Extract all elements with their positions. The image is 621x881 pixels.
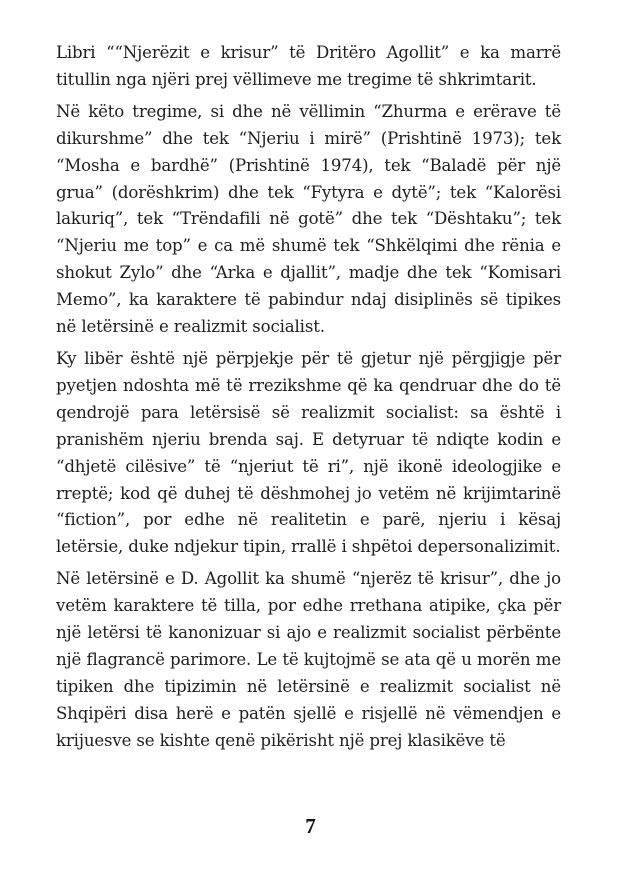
- body-text: [56, 40, 561, 760]
- paragraph-3: Ky libër është një përpjekje për të gjetur një përgjigje për pyetjen ndoshta më të rrezikshme që ka qendruar dhe do të qendrojë para letërsisë së realizmit socialist: sa është i pranishëm njeriu brenda saj. E detyruar të ndiqte kodin e “dhjetë cilësive” të “njeriut të ri”, një ikonë ideologjike e rreptë; kod që duhej të dëshmohej jo vetëm në krijimtarinë “fiction”, por edhe në realitetin e parë, njeriu i kësaj letërsie, duke ndjekur tipin, rrallë i shpëtoi depersonalizimit.: [56, 348, 561, 557]
- page-number: 7: [305, 814, 316, 838]
- paragraph-4: Në letërsinë e D. Agollit ka shumë “njerëz të krisur”, dhe jo vetëm karaktere të tilla, por edhe rrethana atipike, çka për një letërsi të kanonizuar si ajo e realizmit socialist përbënte një flagrancë parimore. Le të kujtojmë se ata që u morën me tipiken dhe tipizimin në letërsinë e realizmit socialist në Shqipëri disa herë e patën sjellë e risjellë në vëmendjen e krijuesve se kishte qenë pikërisht një prej klasikëve të: [56, 569, 561, 750]
- paragraph-1: Libri ““Njerëzit e krisur” të Dritëro Agollit” e ka marrë titullin nga njëri prej vëllimeve me tregime të shkrimtarit.: [56, 43, 561, 89]
- paragraph-2: Në këto tregime, si dhe në vëllimin “Zhurma e erërave të dikurshme” dhe tek “Njeriu i mirë” (Prishtinë 1973); tek “Mosha e bardhë” (Prishtinë 1974), tek “Baladë për një grua” (dorëshkrim) dhe tek “Fytyra e dytë”; tek “Kalorësi lakuriq”, tek “Trëndafili në gotë” dhe tek “Dështaku”; tek “Njeriu me top” e ca më shumë tek “Shkëlqimi dhe rënia e shokut Zylo” dhe “Arka e djallit”, madje dhe tek “Komisari Memo”, ka karaktere të pabindur ndaj disiplinës së tipikes në letërsinë e realizmit socialist.: [56, 101, 561, 337]
